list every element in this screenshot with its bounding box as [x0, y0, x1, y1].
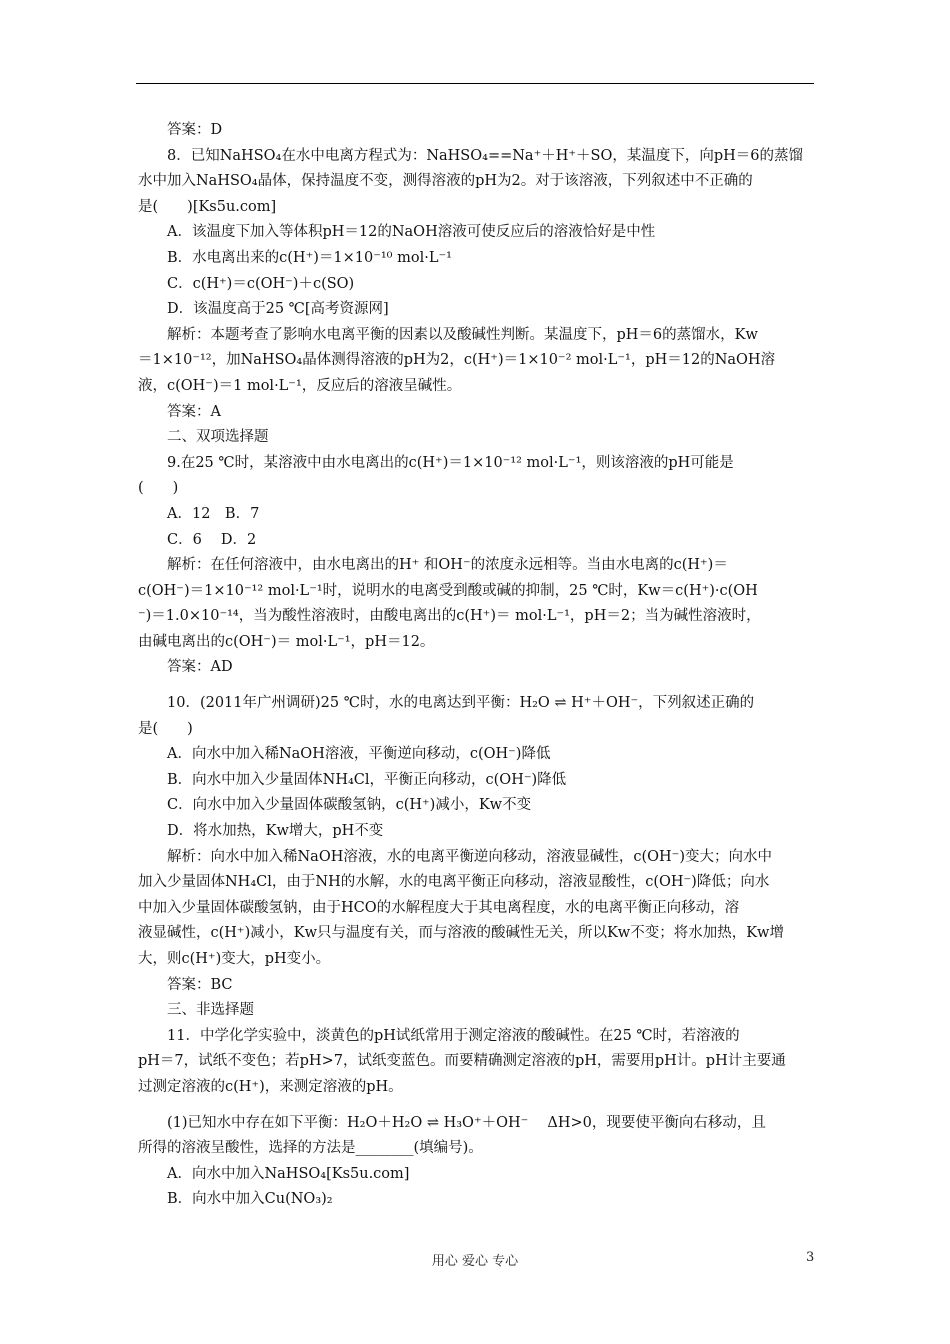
- text-line: 答案：AD: [167, 659, 233, 676]
- text-line: pH＝7，试纸不变色；若pH>7，试纸变蓝色。而要精确测定溶液的pH，需要用pH计。pH计主要通: [138, 1053, 786, 1070]
- text-line: 答案：A: [167, 403, 221, 420]
- text-line: 9.在25 ℃时，某溶液中由水电离出的c(H⁺)＝1×10⁻¹² mol·L⁻¹，则该溶液的pH可能是: [167, 454, 734, 471]
- text-line: ( ): [138, 480, 179, 497]
- text-line: C．6 D．2: [167, 531, 257, 548]
- page-footer: 用心 爱心 专心: [431, 1254, 519, 1269]
- page-content: [138, 118, 814, 1213]
- text-line: ⁻)＝1.0×10⁻¹⁴，当为酸性溶液时，由酸电离出的c(H⁺)＝ mol·L⁻¹，pH＝2；当为碱性溶液时，: [138, 608, 761, 625]
- text-line: ＝1×10⁻¹²，加NaHSO₄晶体测得溶液的pH为2，c(H⁺)＝1×10⁻² mol·L⁻¹，pH＝12的NaOH溶: [138, 352, 776, 369]
- text-line: 解析：在任何溶液中，由水电离出的H⁺ 和OH⁻的浓度永远相等。当由水电离的c(H⁺)＝: [167, 557, 728, 574]
- text-line: D．该温度高于25 ℃[高考资源网]: [167, 301, 389, 318]
- text-line: B．水电离出来的c(H⁺)＝1×10⁻¹⁰ mol·L⁻¹: [167, 249, 452, 266]
- text-line: 三、非选择题: [167, 1002, 254, 1019]
- text-line: B．向水中加入Cu(NO₃)₂: [167, 1191, 333, 1208]
- text-line: 解析：向水中加入稀NaOH溶液，水的电离平衡逆向移动，溶液显碱性，c(OH⁻)变大；向水中: [167, 848, 772, 865]
- text-line: 液显碱性，c(H⁺)减小，Kw只与温度有关，而与溶液的酸碱性无关，所以Kw不变；将水加热，Kw增: [138, 925, 784, 942]
- text-line: 是( )[Ks5u.com]: [138, 198, 277, 215]
- text-line: 8．已知NaHSO₄在水中电离方程式为：NaHSO₄==Na⁺＋H⁺＋SO，某温度下，向pH＝6的蒸馏: [167, 147, 804, 164]
- text-line: c(OH⁻)＝1×10⁻¹² mol·L⁻¹时，说明水的电离受到酸或碱的抑制，25 ℃时，Kw＝c(H⁺)·c(OH: [138, 582, 758, 599]
- text-line: 中加入少量固体碳酸氢钠，由于HCO的水解程度大于其电离程度，水的电离平衡正向移动，溶: [138, 899, 740, 916]
- text-line: 所得的溶液呈酸性，选择的方法是________(填编号)。: [138, 1140, 483, 1157]
- text-line: 10．(2011年广州调研)25 ℃时，水的电离达到平衡：H₂O ⇌ H⁺＋OH⁻，下列叙述正确的: [167, 695, 755, 712]
- text-line: C．c(H⁺)＝c(OH⁻)＋c(SO): [167, 275, 355, 292]
- text-line: 水中加入NaHSO₄晶体，保持温度不变，测得溶液的pH为2。对于该溶液，下列叙述中不正确的: [138, 173, 753, 190]
- text-line: A．12 B．7: [167, 505, 260, 522]
- spacer: [138, 1101, 814, 1111]
- text-line: 解析：本题考查了影响水电离平衡的因素以及酸碱性判断。某温度下，pH＝6的蒸馏水，Kw: [167, 326, 758, 343]
- text-line: A．向水中加入NaHSO₄[Ks5u.com]: [167, 1165, 410, 1182]
- header-rule: [136, 83, 814, 84]
- text-line: 11．中学化学实验中，淡黄色的pH试纸常用于测定溶液的酸碱性。在25 ℃时，若溶液的: [167, 1027, 740, 1044]
- spacer: [138, 681, 814, 691]
- text-line: (1)已知水中存在如下平衡：H₂O＋H₂O ⇌ H₃O⁺＋OH⁻ ΔH>0，现要使平衡向右移动，且: [167, 1114, 766, 1131]
- text-line: C．向水中加入少量固体碳酸氢钠，c(H⁺)减小，Kw不变: [167, 797, 532, 814]
- text-line: 过测定溶液的c(H⁺)，来测定溶液的pH。: [138, 1078, 403, 1095]
- text-line: 答案：D: [167, 122, 223, 138]
- text-line: 是( ): [138, 720, 193, 737]
- text-line: A．向水中加入稀NaOH溶液，平衡逆向移动，c(OH⁻)降低: [167, 746, 551, 763]
- text-line: 二、双项选择题: [167, 429, 269, 446]
- text-line: 答案：BC: [167, 976, 233, 993]
- text-line: 大，则c(H⁺)变大，pH变小。: [138, 951, 331, 967]
- text-line: B．向水中加入少量固体NH₄Cl，平衡正向移动，c(OH⁻)降低: [167, 771, 567, 788]
- page-number: 3: [806, 1250, 815, 1265]
- text-line: 由碱电离出的c(OH⁻)＝ mol·L⁻¹，pH＝12。: [138, 633, 435, 650]
- text-line: 液，c(OH⁻)＝1 mol·L⁻¹，反应后的溶液呈碱性。: [138, 377, 462, 394]
- text-line: 加入少量固体NH₄Cl，由于NH的水解，水的电离平衡正向移动，溶液显酸性，c(OH⁻)降低；向水: [138, 874, 770, 891]
- text-line: A．该温度下加入等体积pH＝12的NaOH溶液可使反应后的溶液恰好是中性: [167, 224, 656, 241]
- text-line: D．将水加热，Kw增大，pH不变: [167, 823, 384, 840]
